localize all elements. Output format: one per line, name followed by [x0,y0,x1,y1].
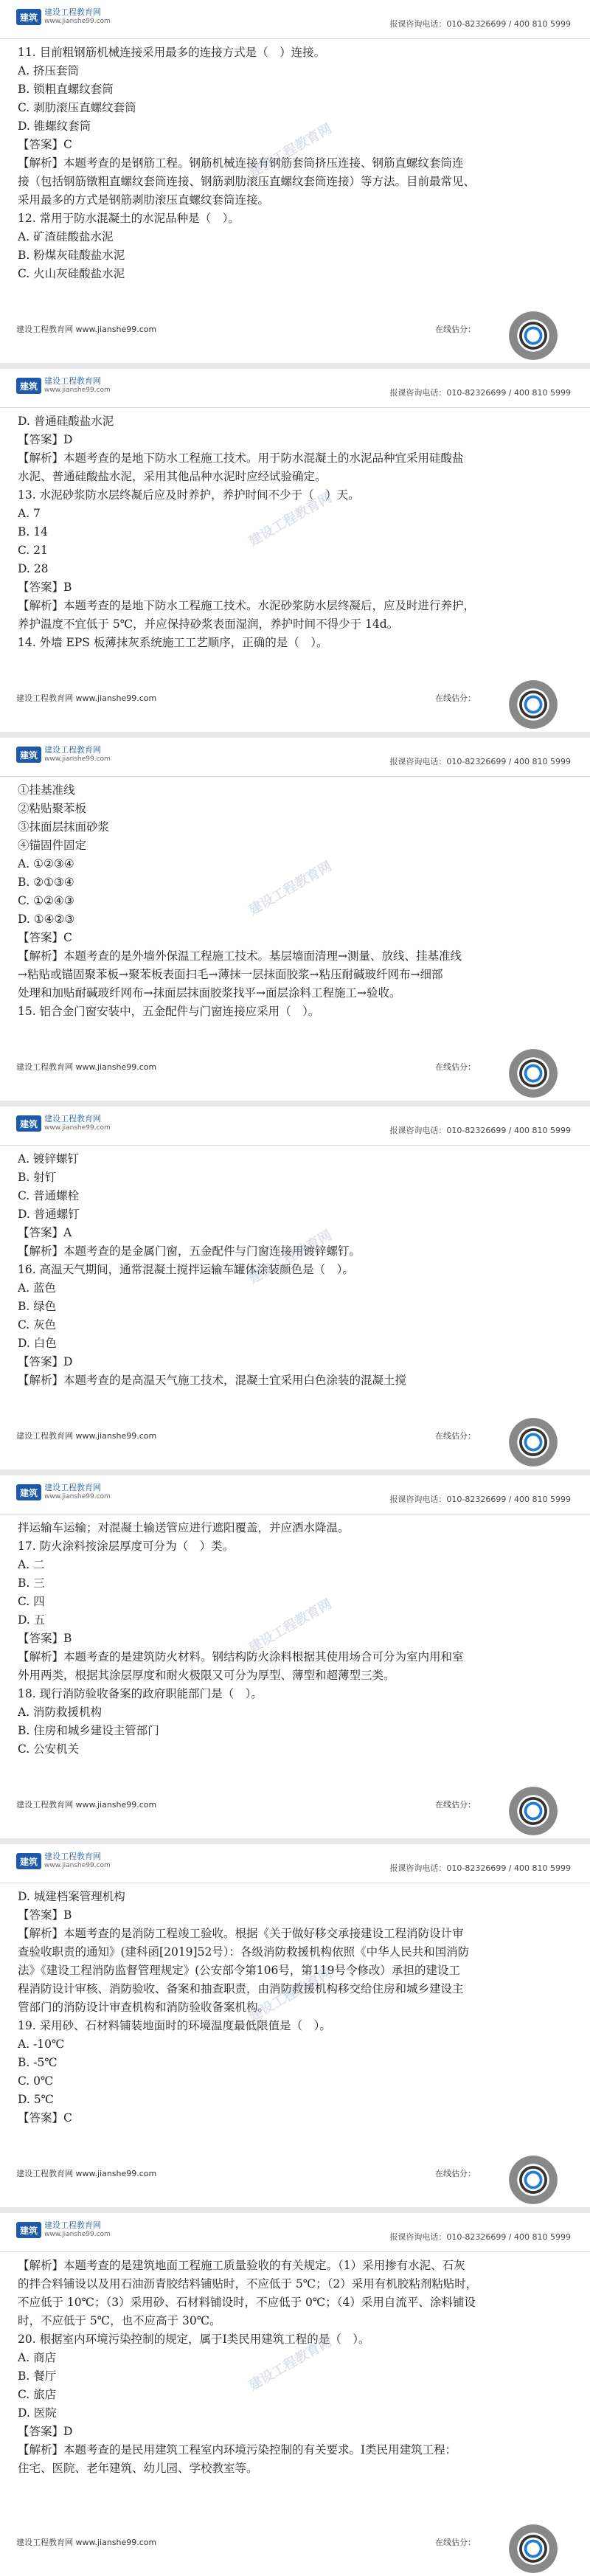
hotline: 报课咨询电话：010-82326699 / 400 810 5999 [389,388,571,398]
text-line: D. 28 [18,562,49,575]
footer-score-label: 在线估分： [435,1800,476,1810]
qr-code-icon[interactable] [509,2156,558,2204]
brand-name: 建设工程教育网 [44,1114,101,1123]
qr-code-icon[interactable] [509,1418,558,1467]
page-separator [0,1101,590,1107]
text-line: 管部门的消防设计审查机构和消防验收备案机构。 [18,2001,270,2014]
text-line: 【解析】本题考查的是民用建筑工程室内环境污染控制的有关要求。Ⅰ类民用建筑工程： [18,2443,457,2456]
text-line: →粘贴或锚固聚苯板→聚苯板表面扫毛→薄抹一层抹面胶浆→粘压耐碱玻纤网布→细部 [18,968,443,981]
hotline: 报课咨询电话：010-82326699 / 400 810 5999 [389,19,571,29]
text-line: 11. 目前粗钢筋机械连接采用最多的连接方式是（ ）连接。 [18,46,326,59]
text-line: A. 蓝色 [18,1281,57,1295]
logo-mark-icon: 建筑 [16,1853,41,1869]
brand-name: 建设工程教育网 [44,7,101,17]
text-line: C. 剥肋滚压直螺纹套筒 [18,101,136,114]
text-line: A. ①②③④ [18,857,74,870]
page-footer [0,2521,590,2576]
footer-score-label: 在线估分： [435,693,476,703]
text-line: 时，不应低于 5℃，也不应高于 30℃。 [18,2314,221,2327]
text-line: 不应低于 10℃；（3）采用砂、石材料铺设时，不应低于 0℃；（4）采用自流平、涂料铺设 [18,2296,476,2309]
text-line: A. 消防救援机构 [18,1706,103,1719]
page-header [0,1475,590,1514]
watermark-icon: 建设工程教育网 [246,1596,335,1656]
text-line: D. 普通螺钉 [18,1208,80,1221]
text-line: 20. 根据室内环境污染控制的规定，属于Ⅰ类民用建筑工程的是（ ）。 [18,2333,370,2346]
text-line: B. 锁粗直螺纹套筒 [18,83,114,96]
brand-url: www.jianshe99.com [44,1862,111,1869]
text-line: 【答案】A [18,1226,72,1239]
text-line: 【解析】本题考查的是地下防水工程施工技术。水泥砂浆防水层终凝后，应及时进行养护， [18,599,476,612]
watermark-icon: 建设工程教育网 [246,120,335,181]
text-line: D. 五 [18,1613,46,1627]
page-5 [0,1475,590,1838]
watermark-icon: 建设工程教育网 [246,858,335,918]
brand-url: www.jianshe99.com [44,18,111,25]
text-line: 14. 外墙 EPS 板薄抹灰系统施工工艺顺序，正确的是（ ）。 [18,636,328,649]
text-line: B. 住房和城乡建设主管部门 [18,1724,159,1737]
logo-mark-icon: 建筑 [16,9,41,25]
page-2 [0,369,590,732]
text-line: C. 21 [18,544,48,557]
text-line: 住宅、医院、老年建筑、幼儿园、学校教室等。 [18,2462,258,2475]
page-separator [0,2207,590,2213]
footer-score-label: 在线估分： [435,1062,476,1072]
text-line: B. 绿色 [18,1300,57,1313]
text-line: A. 挤压套筒 [18,64,80,77]
text-line: 【答案】B [18,1908,72,1922]
logo [16,1483,111,1502]
hotline: 报课咨询电话：010-82326699 / 400 810 5999 [389,1126,571,1135]
brand-url: www.jianshe99.com [44,1493,111,1500]
hotline: 报课咨询电话：010-82326699 / 400 810 5999 [389,1863,571,1873]
text-line: C. 0℃ [18,2074,54,2088]
text-line: 处理和加贴耐碱玻纤网布→抹面层抹面胶浆找平→面层涂料工程施工→验收。 [18,986,401,1000]
page-1 [0,0,590,363]
text-line: 12. 常用于防水混凝土的水泥品种是（ ）。 [18,212,240,225]
text-line: ①挂基准线 [18,783,75,797]
footer-score-label: 在线估分： [435,1431,476,1441]
page-header [0,1844,590,1883]
text-line: ④锚固件固定 [18,839,87,852]
text-line: C. 普通螺栓 [18,1189,80,1202]
text-line: 【答案】C [18,138,72,151]
text-line: B. ②①③④ [18,876,74,889]
page-body [0,1514,590,1759]
text-line: B. 射钉 [18,1171,57,1184]
text-line: D. ①④②③ [18,913,75,926]
page-7 [0,2213,590,2576]
logo [16,745,111,764]
page-footer [0,1784,590,1838]
logo-mark-icon: 建筑 [16,378,41,394]
text-line: 【解析】本题考查的是金属门窗，五金配件与门窗连接用镀锌螺钉。 [18,1244,361,1258]
hotline: 报课咨询电话：010-82326699 / 400 810 5999 [389,2232,571,2242]
watermark-icon: 建设工程教育网 [246,1227,335,1287]
page-footer [0,308,590,363]
qr-code-icon[interactable] [509,680,558,729]
text-line: D. 白色 [18,1337,57,1350]
text-line: 【解析】本题考查的是钢筋工程。钢筋机械连接有钢筋套筒挤压连接、钢筋直螺纹套筒连 [18,156,464,170]
page-header [0,2213,590,2252]
text-line: 【解析】本题考查的是消防工程竣工验收。根据《关于做好移交承接建设工程消防设计审 [18,1927,464,1940]
text-line: C. 旅店 [18,2388,57,2401]
text-line: B. -5℃ [18,2056,58,2069]
text-line: 程消防设计审核、消防验收、备案和抽查职责，由消防救援机构移交给住房和城乡建设主 [18,1982,464,1995]
footer-site: 建设工程教育网 www.jianshe99.com [16,325,157,334]
page-separator [0,1469,590,1475]
footer-site: 建设工程教育网 www.jianshe99.com [16,1431,157,1441]
hotline: 报课咨询电话：010-82326699 / 400 810 5999 [389,757,571,766]
text-line: D. 医院 [18,2406,57,2420]
page-6 [0,1844,590,2207]
brand-name: 建设工程教育网 [44,745,101,755]
text-line: A. 商店 [18,2351,57,2364]
text-line: B. 三 [18,1576,45,1590]
text-line: 17. 防火涂料按涂层厚度可分为（ ）类。 [18,1540,235,1553]
watermark-icon: 建设工程教育网 [246,2333,335,2394]
page-separator [0,1838,590,1844]
text-line: A. 镀锌螺钉 [18,1152,80,1166]
footer-site: 建设工程教育网 www.jianshe99.com [16,1062,157,1072]
page-header [0,369,590,408]
qr-code-icon[interactable] [509,2524,558,2573]
text-line: A. 矿渣硅酸盐水泥 [18,230,114,243]
brand-name: 建设工程教育网 [44,1483,101,1492]
text-line: C. 四 [18,1595,45,1608]
logo-mark-icon: 建筑 [16,1484,41,1500]
page-header [0,0,590,39]
text-line: D. 锥螺纹套筒 [18,120,91,133]
footer-score-label: 在线估分： [435,325,476,334]
page-footer [0,677,590,732]
footer-score-label: 在线估分： [435,2169,476,2178]
text-line: 采用最多的方式是钢筋剥肋滚压直螺纹套筒连接。 [18,193,270,207]
text-line: 接（包括钢筋镦粗直螺纹套筒连接、钢筋剥肋滚压直螺纹套筒连接）等方法。目前最常见、 [18,175,476,188]
text-line: ②粘贴聚苯板 [18,802,87,815]
brand-url: www.jianshe99.com [44,1124,111,1132]
footer-site: 建设工程教育网 www.jianshe99.com [16,2169,157,2178]
page-body [0,408,590,652]
footer-site: 建设工程教育网 www.jianshe99.com [16,693,157,703]
qr-code-icon[interactable] [509,311,558,360]
logo-mark-icon: 建筑 [16,747,41,763]
page-3 [0,738,590,1101]
brand-name: 建设工程教育网 [44,2220,101,2230]
text-line: 【答案】B [18,581,72,594]
page-body [0,777,590,1021]
text-line: D. 普通硅酸盐水泥 [18,415,114,428]
logo [16,376,111,395]
page-footer [0,1415,590,1469]
page-separator [0,363,590,369]
text-line: 18. 现行消防验收备案的政府职能部门是（ ）。 [18,1687,263,1700]
text-line: B. 粉煤灰硅酸盐水泥 [18,249,125,262]
page-body [0,1883,590,2127]
footer-site: 建设工程教育网 www.jianshe99.com [16,1800,157,1810]
text-line: 【答案】C [18,931,72,944]
text-line: 16. 高温天气期间，通常混凝土搅拌运输车罐体涂装颜色是（ ）。 [18,1263,354,1276]
text-line: 的拌合料铺设以及用石油沥青胶结料铺贴时，不应低于 5℃；（2）采用有机胶粘剂粘贴时， [18,2277,478,2291]
page-header [0,738,590,777]
logo [16,7,111,27]
brand-url: www.jianshe99.com [44,387,111,394]
text-line: 【解析】本题考查的是建筑地面工程施工质量验收的有关规定。（1）采用掺有水泥、石灰 [18,2259,465,2272]
text-line: 【解析】本题考查的是地下防水工程施工技术。用于防水混凝土的水泥品种宜采用硅酸盐 [18,451,464,465]
brand-name: 建设工程教育网 [44,376,101,386]
text-line: A. 二 [18,1558,45,1571]
text-line: A. 7 [18,507,41,520]
text-line: 【解析】本题考查的是高温天气施工技术，混凝土宜采用白色涂装的混凝土搅 [18,1374,407,1387]
page-footer [0,2153,590,2207]
text-line: 【答案】D [18,2425,73,2438]
text-line: 养护温度不宜低于 5℃，并应保持砂浆表面湿润，养护时间不得少于 14d。 [18,617,399,631]
text-line: A. -10℃ [18,2037,65,2051]
text-line: 【答案】D [18,433,73,446]
text-line: C. 灰色 [18,1318,57,1332]
text-line: D. 5℃ [18,2093,54,2106]
qr-code-icon[interactable] [509,1787,558,1835]
page-4 [0,1107,590,1469]
text-line: C. 火山灰硅酸盐水泥 [18,267,125,280]
text-line: B. 14 [18,525,48,539]
text-line: 【解析】本题考查的是外墙外保温工程施工技术。基层墙面清理→测量、放线、挂基准线 [18,949,462,963]
watermark-icon: 建设工程教育网 [246,1964,335,2025]
text-line: C. ①②④③ [18,894,74,907]
watermark-icon: 建设工程教育网 [246,489,335,550]
text-line: 【解析】本题考查的是建筑防火材料。钢结构防火涂料根据其使用场合可分为室内用和室 [18,1650,464,1663]
page-separator [0,732,590,738]
page-body [0,1146,590,1390]
text-line: 19. 采用砂、石材料铺装地面时的环境温度最低限值是（ ）。 [18,2019,331,2032]
footer-score-label: 在线估分： [435,2538,476,2547]
text-line: 【答案】C [18,2111,72,2125]
text-line: 15. 铝合金门窗安装中，五金配件与门窗连接应采用（ ）。 [18,1005,320,1018]
page-body [0,39,590,283]
logo-mark-icon: 建筑 [16,1115,41,1132]
text-line: C. 公安机关 [18,1742,80,1756]
text-line: 水泥、普通硅酸盐水泥，采用其他品种水泥时应经试验确定。 [18,470,327,483]
brand-url: www.jianshe99.com [44,755,111,763]
brand-name: 建设工程教育网 [44,1852,101,1861]
logo [16,1852,111,1871]
text-line: 拌运输车运输；对混凝土输送管应进行遮阳覆盖，并应洒水降温。 [18,1521,350,1534]
text-line: 13. 水泥砂浆防水层终凝后应及时养护，养护时间不少于（ ）天。 [18,488,360,502]
qr-code-icon[interactable] [509,1049,558,1098]
logo-mark-icon: 建筑 [16,2222,41,2238]
page-header [0,1107,590,1146]
text-line: ③抹面层抹面砂浆 [18,820,110,834]
brand-url: www.jianshe99.com [44,2231,111,2238]
text-line: 法》《建设工程消防监督管理规定》(公安部令第106号，第119号令修改）承担的建设工 [18,1964,460,1977]
text-line: B. 餐厅 [18,2369,57,2383]
text-line: 查验收职责的通知》(建科函[2019]52号）：各级消防救援机构依照《中华人民共和国消防 [18,1945,470,1959]
logo [16,2220,111,2240]
text-line: 【答案】D [18,1355,73,1368]
text-line: 外用两类，根据其涂层厚度和耐火极限又可分为厚型、薄型和超薄型三类。 [18,1669,395,1682]
text-line: 【答案】B [18,1632,72,1645]
hotline: 报课咨询电话：010-82326699 / 400 810 5999 [389,1495,571,1504]
logo [16,1114,111,1133]
footer-site: 建设工程教育网 www.jianshe99.com [16,2538,157,2547]
page-footer [0,1046,590,1101]
text-line: D. 城建档案管理机构 [18,1890,125,1903]
